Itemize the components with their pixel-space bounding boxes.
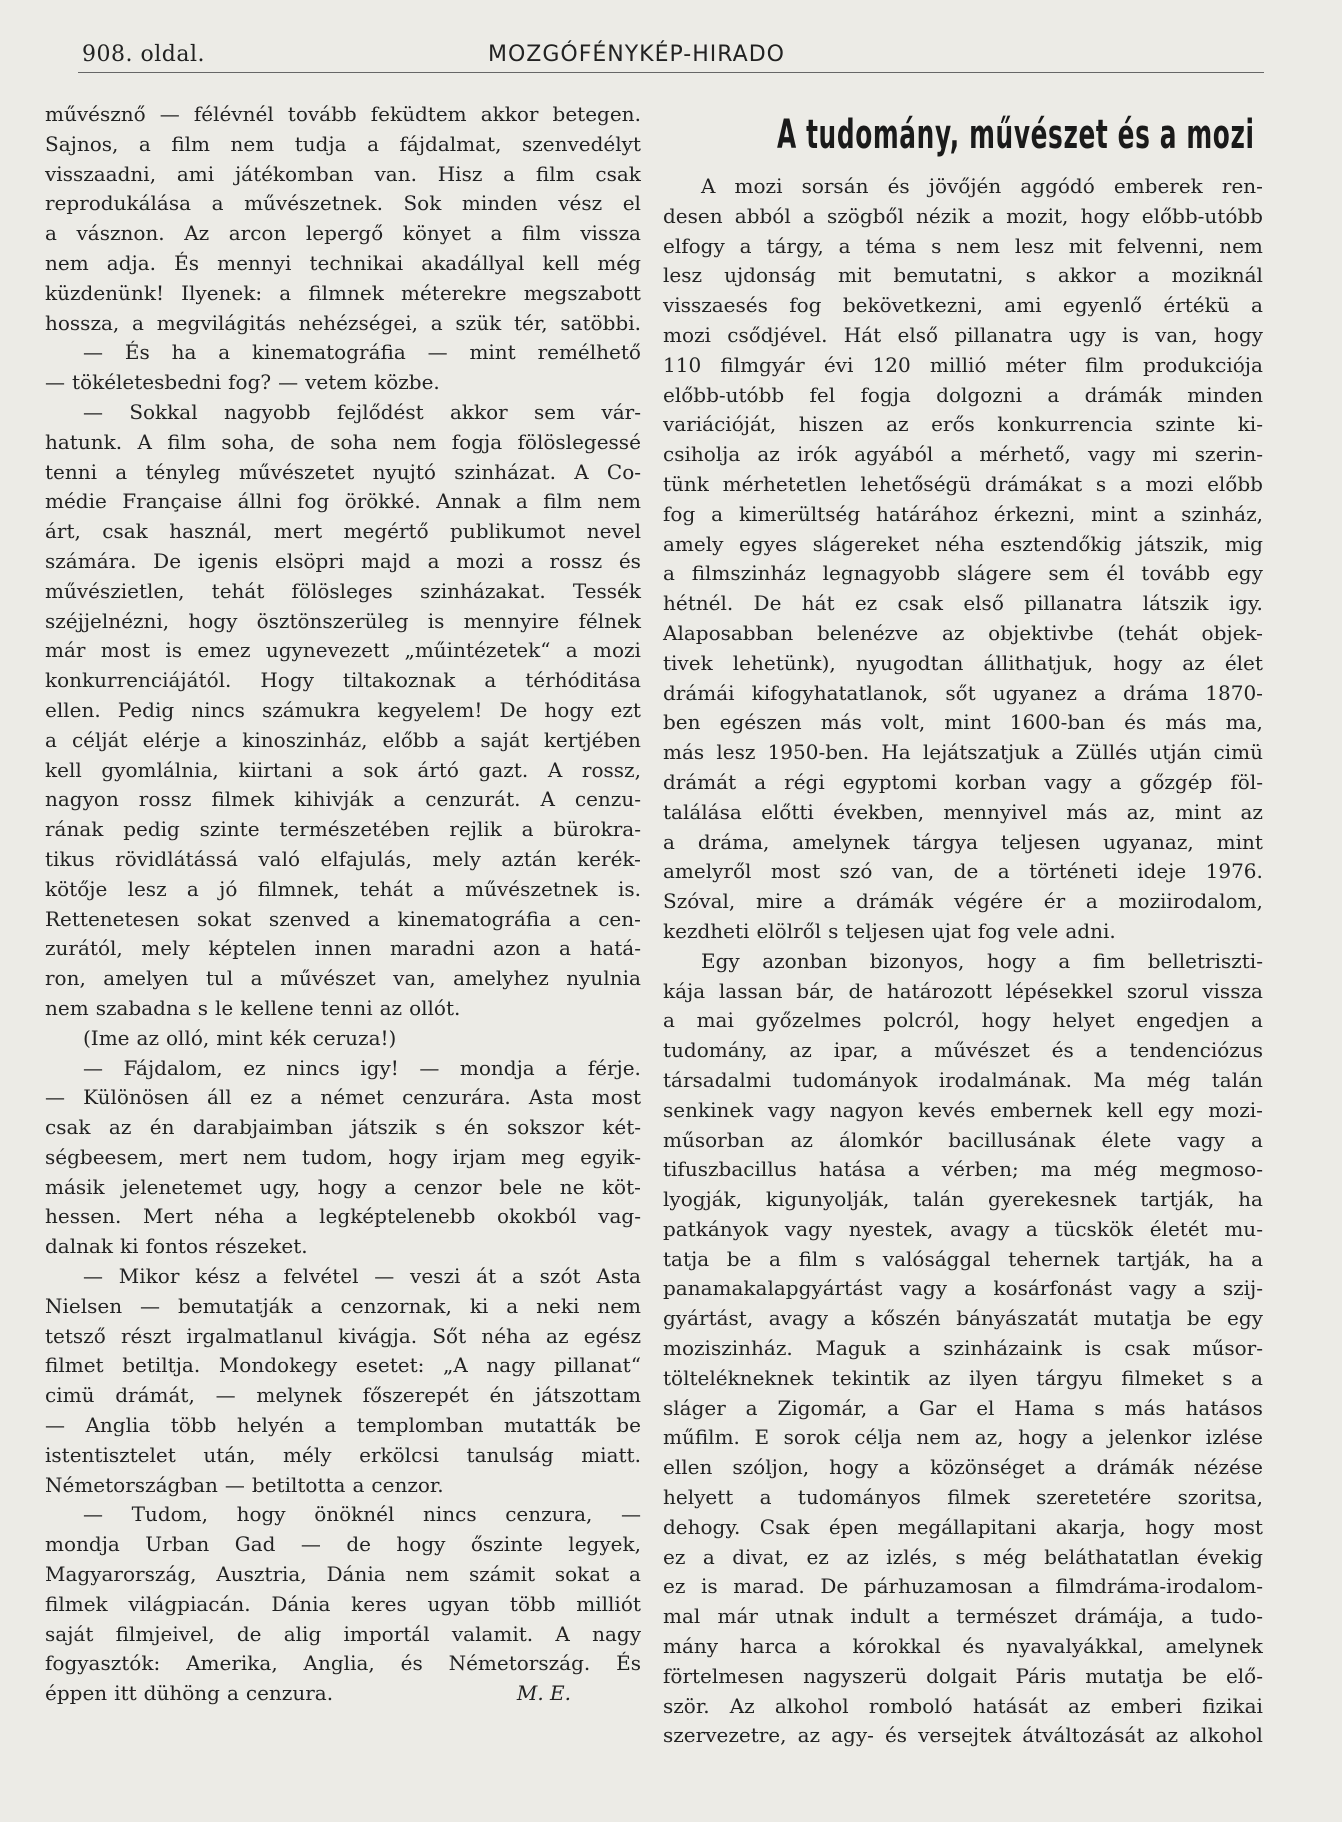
text-line: (Ime az olló, mint kék ceruza!) (83, 1025, 397, 1050)
text-line: már most is emez ugynevezett „műintézetek“ a mozi (45, 638, 641, 663)
text-line: mal már utnak indult a természet drámája, a tudo- (663, 1604, 1263, 1629)
text-line: visszaesés fog bekövetkezni, ami egyenlő értékü a (663, 293, 1263, 318)
text-line: kája lassan bár, de határozott lépésekkel szorul vissza (663, 978, 1263, 1003)
text-line: reprodukálása a művészetnek. Sok minden vész el (45, 191, 641, 216)
right-column (663, 100, 1263, 1751)
text-line: tetsző részt irgalmatlanul kivágja. Sőt néha az egész (45, 1323, 641, 1348)
text-line: hétnél. De hát ez csak első pillanatra látszik igy. (663, 591, 1263, 616)
text-line: — tökéletesbedni fog? — vetem közbe. (45, 370, 440, 395)
text-line: helyett a tudományos filmek szeretetére szoritsa, (663, 1485, 1263, 1510)
text-line: a célját elérje a kinoszinház, előbb a saját kertjében (45, 727, 641, 752)
text-line: mány harca a kórokkal és nyavalyákkal, amelynek (663, 1634, 1263, 1659)
text-line: nem szabadna s le kellene tenni az ollót. (45, 995, 461, 1020)
article-title: A tudomány, művészet és a mozi (777, 112, 1255, 158)
text-line: — Anglia több helyén a templomban mutatták be (45, 1413, 641, 1438)
text-line: kezdheti elölről s teljesen ujat fog vele adni. (663, 918, 1116, 943)
text-line: Egy azonban bizonyos, hogy a fim belletriszti- (701, 948, 1263, 973)
text-line: ben egészen más volt, mint 1600-ban és más ma, (663, 710, 1263, 735)
text-line: förtelmesen nagyszerü dolgait Páris mutatja be elő- (663, 1663, 1263, 1688)
text-line: hessen. Mert néha a legképtelenebb okokból vag- (45, 1204, 641, 1229)
text-line: hatunk. A film soha, de soha nem fogja fölöslegessé (45, 429, 641, 454)
text-line: amely egyes slágereket néha esztendőkig játszik, mig (663, 531, 1263, 556)
text-line: ron, amelyen tul a művészet van, amelyhez nyulnia (45, 966, 641, 991)
text-line: tikus rövidlátássá való elfajulás, mely aztán kerék- (45, 846, 641, 871)
text-line: A mozi sorsán és jövőjén aggódó emberek ren- (701, 174, 1263, 198)
text-line: művésznő — félévnél tovább feküdtem akkor betegen. (45, 102, 641, 126)
text-line: 110 filmgyár évi 120 millió méter film produkciója (663, 352, 1263, 377)
text-line: másik jelenetemet ugy, hogy a cenzor bele ne köt- (45, 1174, 641, 1199)
text-line: saját filmjeivel, de alig importál valamit. A nagy (45, 1621, 641, 1646)
text-line: küzdenünk! Ilyenek: a filmnek méterekre megszabott (45, 280, 641, 305)
text-line: médie Française állni fog örökké. Annak a film nem (45, 489, 641, 514)
text-line: Magyarország, Ausztria, Dánia nem számit sokat a (45, 1562, 641, 1587)
text-line: — Különösen áll ez a német cenzurára. Asta most (45, 1085, 641, 1110)
text-line: a mai győzelmes polcról, hogy helyet engedjen a (663, 1008, 1263, 1033)
text-line: műsorban az álomkór bacillusának élete vagy a (663, 1127, 1263, 1152)
text-line: éppen itt dühöng a cenzura. M. E. (45, 1679, 641, 1709)
text-line: tifuszbacillus hatása a vérben; ma még megmoso- (663, 1157, 1263, 1182)
text-line: ellen. Pedig nincs számukra kegyelem! De hogy ezt (45, 697, 641, 722)
text-line: szervezetre, az agy- és versejtek átváltozását az alkohol (663, 1723, 1263, 1748)
text-line: Alaposabban belenézve az objektivbe (tehát objek- (663, 620, 1263, 645)
text-line: visszaadni, ami játékomban van. Hisz a film csak (45, 161, 641, 186)
text-line: — És ha a kinematográfia — mint remélhető (83, 340, 641, 365)
page-number: 908. oldal. (82, 42, 205, 67)
text-line: lyogják, kigunyolják, talán gyerekesnek tartják, ha (663, 1187, 1263, 1212)
text-line: istentisztelet után, mély erkölcsi tanulság miatt. (45, 1442, 641, 1467)
text-line: tivek lehetünk), nyugodtan állithatjuk, hogy az élet (663, 650, 1263, 675)
left-column (45, 100, 641, 1709)
text-line: patkányok vagy nyestek, avagy a tücskök életét mu- (663, 1216, 1263, 1241)
text-line: ször. Az alkohol romboló hatását az emberi fizikai (663, 1693, 1263, 1718)
text-line: kell gyomlálnia, kiirtani a sok ártó gazt. A rossz, (45, 757, 641, 782)
text-line: Sajnos, a film nem tudja a fájdalmat, szenvedélyt (45, 131, 641, 156)
text-line: fogyasztók: Amerika, Anglia, és Németország. És (45, 1651, 641, 1676)
text-line: Rettenetesen sokat szenved a kinematográfia a cen- (45, 906, 641, 931)
text-line: — Fájdalom, ez nincs igy! — mondja a férje. (83, 1055, 641, 1080)
text-line: mozi csődjével. Hát első pillanatra ugy is van, hogy (663, 322, 1263, 347)
text-line: a dráma, amelynek tárgya teljesen ugyanaz, mint (663, 829, 1263, 854)
text-line: konkurrenciájától. Hogy tiltakoznak a térhóditása (45, 668, 641, 693)
text-line: amelyről most szó van, de a történeti ideje 1976. (663, 859, 1263, 884)
text-line: ségbeesem, mert nem tudom, hogy irjam meg egyik- (45, 1144, 641, 1169)
right-column-body (663, 172, 1263, 1751)
text-line: dalnak ki fontos részeket. (45, 1234, 308, 1259)
header-rule (78, 72, 1264, 73)
text-line: tünk mérhetetlen lehetőségü drámákat s a mozi előbb (663, 471, 1263, 496)
text-line: művészietlen, tehát fölösleges szinházakat. Tessék (45, 578, 641, 603)
text-line: tudomány, az ipar, a művészet és a tendenciózus (663, 1038, 1263, 1063)
text-line: a filmszinház legnagyobb slágere sem él tovább egy (663, 561, 1263, 586)
text-line: rának pedig szinte természetében rejlik a bürokra- (45, 817, 641, 842)
text-line: senkinek vagy nagyon kevés embernek kell egy mozi- (663, 1097, 1263, 1122)
text-line: ez is marad. De párhuzamosan a filmdráma-irodalom- (663, 1574, 1263, 1599)
text-line: kötője lesz a jó filmnek, tehát a művészetnek is. (45, 876, 641, 901)
text-line: mondja Urban Gad — de hogy őszinte legyek, (45, 1532, 641, 1557)
text-line: dehogy. Csak épen megállapitani akarja, hogy most (663, 1514, 1263, 1539)
text-line: csak az én darabjaimban játszik s én sokszor két- (45, 1115, 641, 1140)
text-line: számára. De igenis elsöpri majd a mozi a rossz és (45, 548, 641, 573)
text-line: tatja be a film s valósággal tehernek tartják, ha a (663, 1246, 1263, 1271)
text-line: lesz ujdonság mit bemutatni, s akkor a moziknál (663, 263, 1263, 288)
text-line: filmek világpiacán. Dánia keres ugyan több milliót (45, 1591, 641, 1616)
text-line: sláger a Zigomár, a Gar el Hama s más hatásos (663, 1395, 1263, 1420)
text-line: csiholja az irók agyából a mérhető, vagy mi szerin- (663, 442, 1263, 467)
text-line: variációját, hiszen az erős konkurrencia szinte ki- (663, 412, 1263, 437)
text-line: cimü drámát, — melynek főszerepét én játszottam (45, 1383, 641, 1408)
text-line: drámát a régi egyptomi korban vagy a gőzgép föl- (663, 769, 1263, 794)
text-line: más lesz 1950-ben. Ha lejátszatjuk a Züllés utján cimü (663, 740, 1263, 765)
text-line: ez a divat, ez az izlés, s még beláthatatlan évekig (663, 1544, 1263, 1569)
text-line: desen abból a szögből nézik a mozit, hogy előbb-utóbb (663, 203, 1263, 228)
text-line: zurától, mely képtelen innen maradni azon a hatá- (45, 936, 641, 961)
text-line: árt, csak használ, mert megértő publikumot nevel (45, 519, 641, 544)
text-line: — Mikor kész a felvétel — veszi át a szót Asta (83, 1264, 641, 1289)
page-header (0, 42, 1342, 78)
text-line: nem adja. És mennyi technikai akadállyal kell még (45, 250, 641, 275)
text-line: Németországban — betiltotta a cenzor. (45, 1472, 444, 1497)
text-line: elfogy a tárgy, a téma s nem lesz mit felvenni, nem (663, 233, 1263, 258)
text-line: a vásznon. Az arcon lepergő könyet a film vissza (45, 221, 641, 246)
text-line: tenni a tényleg művészetet nyujtó szinházat. A Co- (45, 459, 641, 484)
text-line: előbb-utóbb fel fogja dolgozni a drámák minden (663, 382, 1263, 407)
text-line: panamakalapgyártást vagy a kosárfonást vagy a szij- (663, 1276, 1263, 1301)
running-title: MOZGÓFÉNYKÉP-HIRADO (488, 42, 785, 67)
text-line: fog a kimerültség határához érkezni, mint a szinház, (663, 501, 1263, 526)
text-line: gyártást, avagy a kőszén bányászatát mutatja be egy (663, 1306, 1263, 1331)
text-line: — Tudom, hogy önöknél nincs cenzura, — (83, 1502, 641, 1527)
text-line: töltelékneknek tekintik az ilyen tárgyu filmeket s a (663, 1365, 1263, 1390)
text-line: ellen szóljon, hogy a közönséget a drámák nézése (663, 1455, 1263, 1480)
text-line: széjjelnézni, hogy ösztönszerüleg is mennyire félnek (45, 608, 641, 633)
author-signature: M. E. (516, 1681, 571, 1706)
text-line: találása előtti években, mennyivel más az, mint az (663, 799, 1263, 824)
text-line: moziszinház. Maguk a szinházaink is csak műsor- (663, 1336, 1263, 1361)
text-line: Nielsen — bemutatják a cenzornak, ki a neki nem (45, 1293, 641, 1318)
text-line: műfilm. E sorok célja nem az, hogy a jelenkor izlése (663, 1425, 1263, 1450)
text-line: nagyon rossz filmek kihivják a cenzurát. A cenzu- (45, 787, 641, 812)
text-line: drámái kifogyhatatlanok, sőt ugyanez a dráma 1870- (663, 680, 1263, 705)
text-line: társadalmi tudományok irodalmának. Ma még talán (663, 1067, 1263, 1092)
text-line: filmet betiltja. Mondokegy esetet: „A nagy pillanat“ (45, 1353, 641, 1378)
text-line: — Sokkal nagyobb fejlődést akkor sem vár- (83, 399, 641, 424)
text-line: Szóval, mire a drámák végére ér a moziirodalom, (663, 889, 1263, 914)
text-line: hossza, a megvilágitás nehézségei, a szük tér, satöbbi. (45, 310, 641, 335)
